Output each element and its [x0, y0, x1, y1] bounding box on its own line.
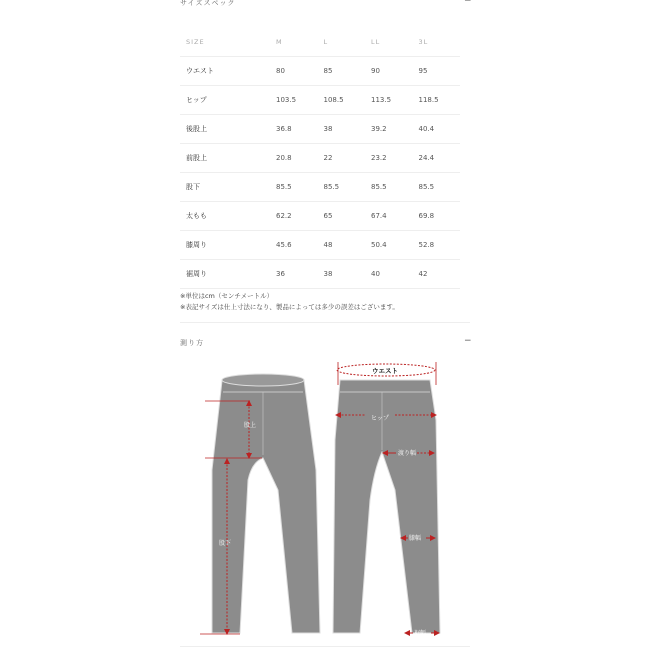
- size-value: 67.4: [365, 202, 413, 231]
- header-m: M: [270, 28, 318, 57]
- label-rise: 股上: [244, 422, 257, 429]
- measure-collapse-toggle[interactable]: −: [464, 336, 472, 346]
- size-value: 40.4: [413, 115, 461, 144]
- size-spec-collapse-toggle[interactable]: −: [464, 0, 472, 6]
- size-value: 22: [318, 144, 366, 173]
- row-label: 後股上: [180, 115, 270, 144]
- size-value: 45.6: [270, 231, 318, 260]
- size-value: 39.2: [365, 115, 413, 144]
- section-divider-bottom: [180, 646, 470, 647]
- size-value: 50.4: [365, 231, 413, 260]
- label-inseam: 股下: [219, 540, 232, 547]
- size-value: 108.5: [318, 86, 366, 115]
- row-label: 太もも: [180, 202, 270, 231]
- size-value: 36: [270, 260, 318, 289]
- note-tolerance: ※表記サイズは仕上寸法になり、製品によっては多少の誤差はございます。: [180, 303, 399, 311]
- size-value: 113.5: [365, 86, 413, 115]
- row-label: ウエスト: [180, 57, 270, 86]
- size-value: 85.5: [413, 173, 461, 202]
- pants-side-view: [212, 374, 320, 633]
- size-value: 52.8: [413, 231, 461, 260]
- header-size: SIZE: [180, 28, 270, 57]
- label-waist: ウエスト: [372, 367, 398, 375]
- size-value: 85.5: [365, 173, 413, 202]
- size-value: 80: [270, 57, 318, 86]
- size-value: 118.5: [413, 86, 461, 115]
- size-value: 20.8: [270, 144, 318, 173]
- label-hem: 裾幅: [414, 630, 427, 637]
- row-label: 前股上: [180, 144, 270, 173]
- label-thigh: 渡り幅: [398, 450, 417, 457]
- size-value: 103.5: [270, 86, 318, 115]
- size-value: 24.4: [413, 144, 461, 173]
- row-label: 膝周り: [180, 231, 270, 260]
- header-3l: 3L: [413, 28, 461, 57]
- measure-title: 測り方: [180, 339, 204, 347]
- header-l: L: [318, 28, 366, 57]
- size-value: 42: [413, 260, 461, 289]
- size-value: 85.5: [270, 173, 318, 202]
- size-value: 38: [318, 115, 366, 144]
- note-unit: ※単位はcm（センチメートル）: [180, 292, 274, 300]
- row-label: 裾周り: [180, 260, 270, 289]
- size-value: 85.5: [318, 173, 366, 202]
- size-value: 62.2: [270, 202, 318, 231]
- size-value: 95: [413, 57, 461, 86]
- size-value: 36.8: [270, 115, 318, 144]
- row-label: ヒップ: [180, 86, 270, 115]
- label-hip: ヒップ: [371, 415, 389, 422]
- size-spec-title: サイズスペック: [180, 0, 236, 7]
- size-value: 90: [365, 57, 413, 86]
- size-value: 23.2: [365, 144, 413, 173]
- header-ll: LL: [365, 28, 413, 57]
- size-value: 48: [318, 231, 366, 260]
- size-value: 69.8: [413, 202, 461, 231]
- size-value: 65: [318, 202, 366, 231]
- row-label: 股下: [180, 173, 270, 202]
- size-value: 40: [365, 260, 413, 289]
- label-knee: 膝幅: [409, 535, 422, 542]
- size-value: 85: [318, 57, 366, 86]
- size-value: 38: [318, 260, 366, 289]
